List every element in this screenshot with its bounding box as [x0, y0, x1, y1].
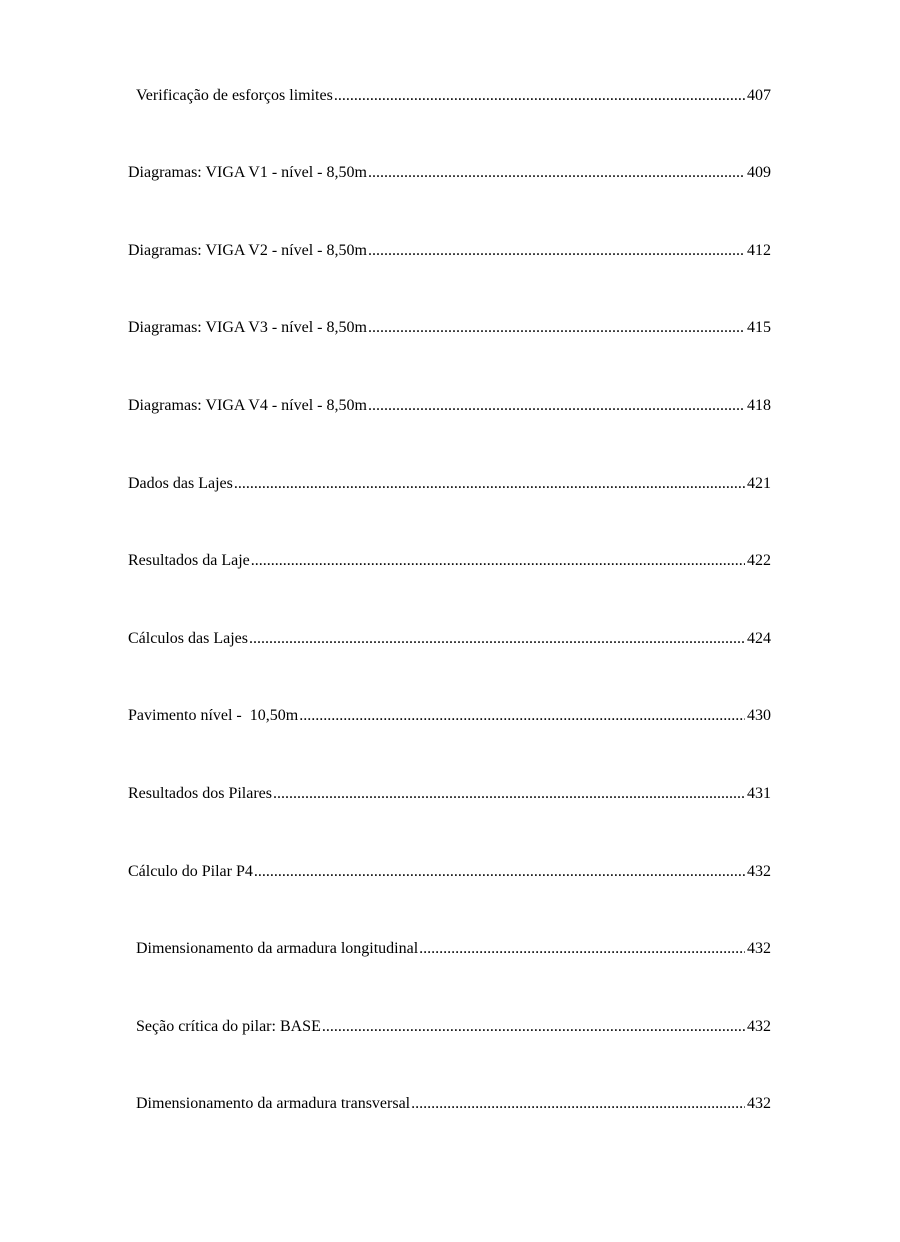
- toc-entry-secao-critica[interactable]: [136, 1015, 771, 1039]
- toc-dot-leader: [254, 860, 745, 884]
- toc-entry-pavimento-nivel[interactable]: [128, 704, 771, 728]
- toc-dot-leader: [419, 937, 745, 961]
- toc-entry-title: Seção crítica do pilar: BASE: [136, 1018, 321, 1035]
- toc-dot-leader: [299, 704, 745, 728]
- toc-entry-resultados-pilares[interactable]: [128, 782, 771, 806]
- toc-entry-calculos-lajes[interactable]: [128, 627, 771, 651]
- toc-entry-title: Resultados dos Pilares: [128, 785, 272, 802]
- toc-entry-page: 412: [747, 242, 771, 259]
- toc-dot-leader: [411, 1092, 745, 1116]
- toc-entry-title: Pavimento nível - 10,50m: [128, 707, 299, 724]
- toc-entry-title: Verificação de esforços limites: [136, 87, 333, 104]
- toc-dot-leader: [249, 627, 745, 651]
- toc-entry-page: 422: [747, 552, 771, 569]
- toc-dot-leader: [368, 161, 745, 185]
- toc-entry-title: Diagramas: VIGA V2 - nível - 8,50m: [128, 242, 367, 259]
- toc-entry-page: 430: [747, 707, 771, 724]
- toc-entry-page: 415: [747, 319, 771, 336]
- toc-dot-leader: [368, 394, 745, 418]
- toc-entry-page: 431: [747, 785, 771, 802]
- toc-entry-page: 432: [747, 1095, 771, 1112]
- toc-entry-calculo-pilar-p4[interactable]: [128, 860, 771, 884]
- toc-entry-diagramas-v4[interactable]: [128, 394, 771, 418]
- toc-dot-leader: [368, 316, 745, 340]
- toc-dot-leader: [273, 782, 745, 806]
- toc-entry-dados-lajes[interactable]: [128, 472, 771, 496]
- toc-entry-armadura-longitudinal[interactable]: [136, 937, 771, 961]
- toc-entry-verificacao-esforcos[interactable]: [136, 84, 771, 108]
- toc-dot-leader: [322, 1015, 745, 1039]
- toc-entry-page: 424: [747, 630, 771, 647]
- toc-entry-page: 418: [747, 397, 771, 414]
- toc-entry-title: Dimensionamento da armadura longitudinal: [136, 940, 419, 957]
- toc-entry-title: Dimensionamento da armadura transversal: [136, 1095, 411, 1112]
- toc-dot-leader: [234, 472, 745, 496]
- toc-dot-leader: [368, 239, 745, 263]
- toc-entry-title: Cálculo do Pilar P4: [128, 863, 253, 880]
- toc-entry-page: 407: [747, 87, 771, 104]
- toc-entry-title: Diagramas: VIGA V3 - nível - 8,50m: [128, 319, 367, 336]
- toc-dot-leader: [251, 549, 745, 573]
- toc-entry-title: Resultados da Laje: [128, 552, 250, 569]
- toc-entry-diagramas-v3[interactable]: [128, 316, 771, 340]
- toc-entry-page: 432: [747, 863, 771, 880]
- toc-entry-page: 409: [747, 164, 771, 181]
- toc-entry-title: Cálculos das Lajes: [128, 630, 248, 647]
- toc-entry-title: Dados das Lajes: [128, 475, 233, 492]
- toc-entry-title: Diagramas: VIGA V1 - nível - 8,50m: [128, 164, 367, 181]
- toc-dot-leader: [334, 84, 745, 108]
- toc-entry-page: 432: [747, 940, 771, 957]
- toc-entry-resultados-laje[interactable]: [128, 549, 771, 573]
- toc-entry-page: 421: [747, 475, 771, 492]
- toc-entry-diagramas-v2[interactable]: [128, 239, 771, 263]
- toc-entry-title: Diagramas: VIGA V4 - nível - 8,50m: [128, 397, 367, 414]
- toc-entry-diagramas-v1[interactable]: [128, 161, 771, 185]
- toc-entry-page: 432: [747, 1018, 771, 1035]
- toc-entry-armadura-transversal[interactable]: [136, 1092, 771, 1116]
